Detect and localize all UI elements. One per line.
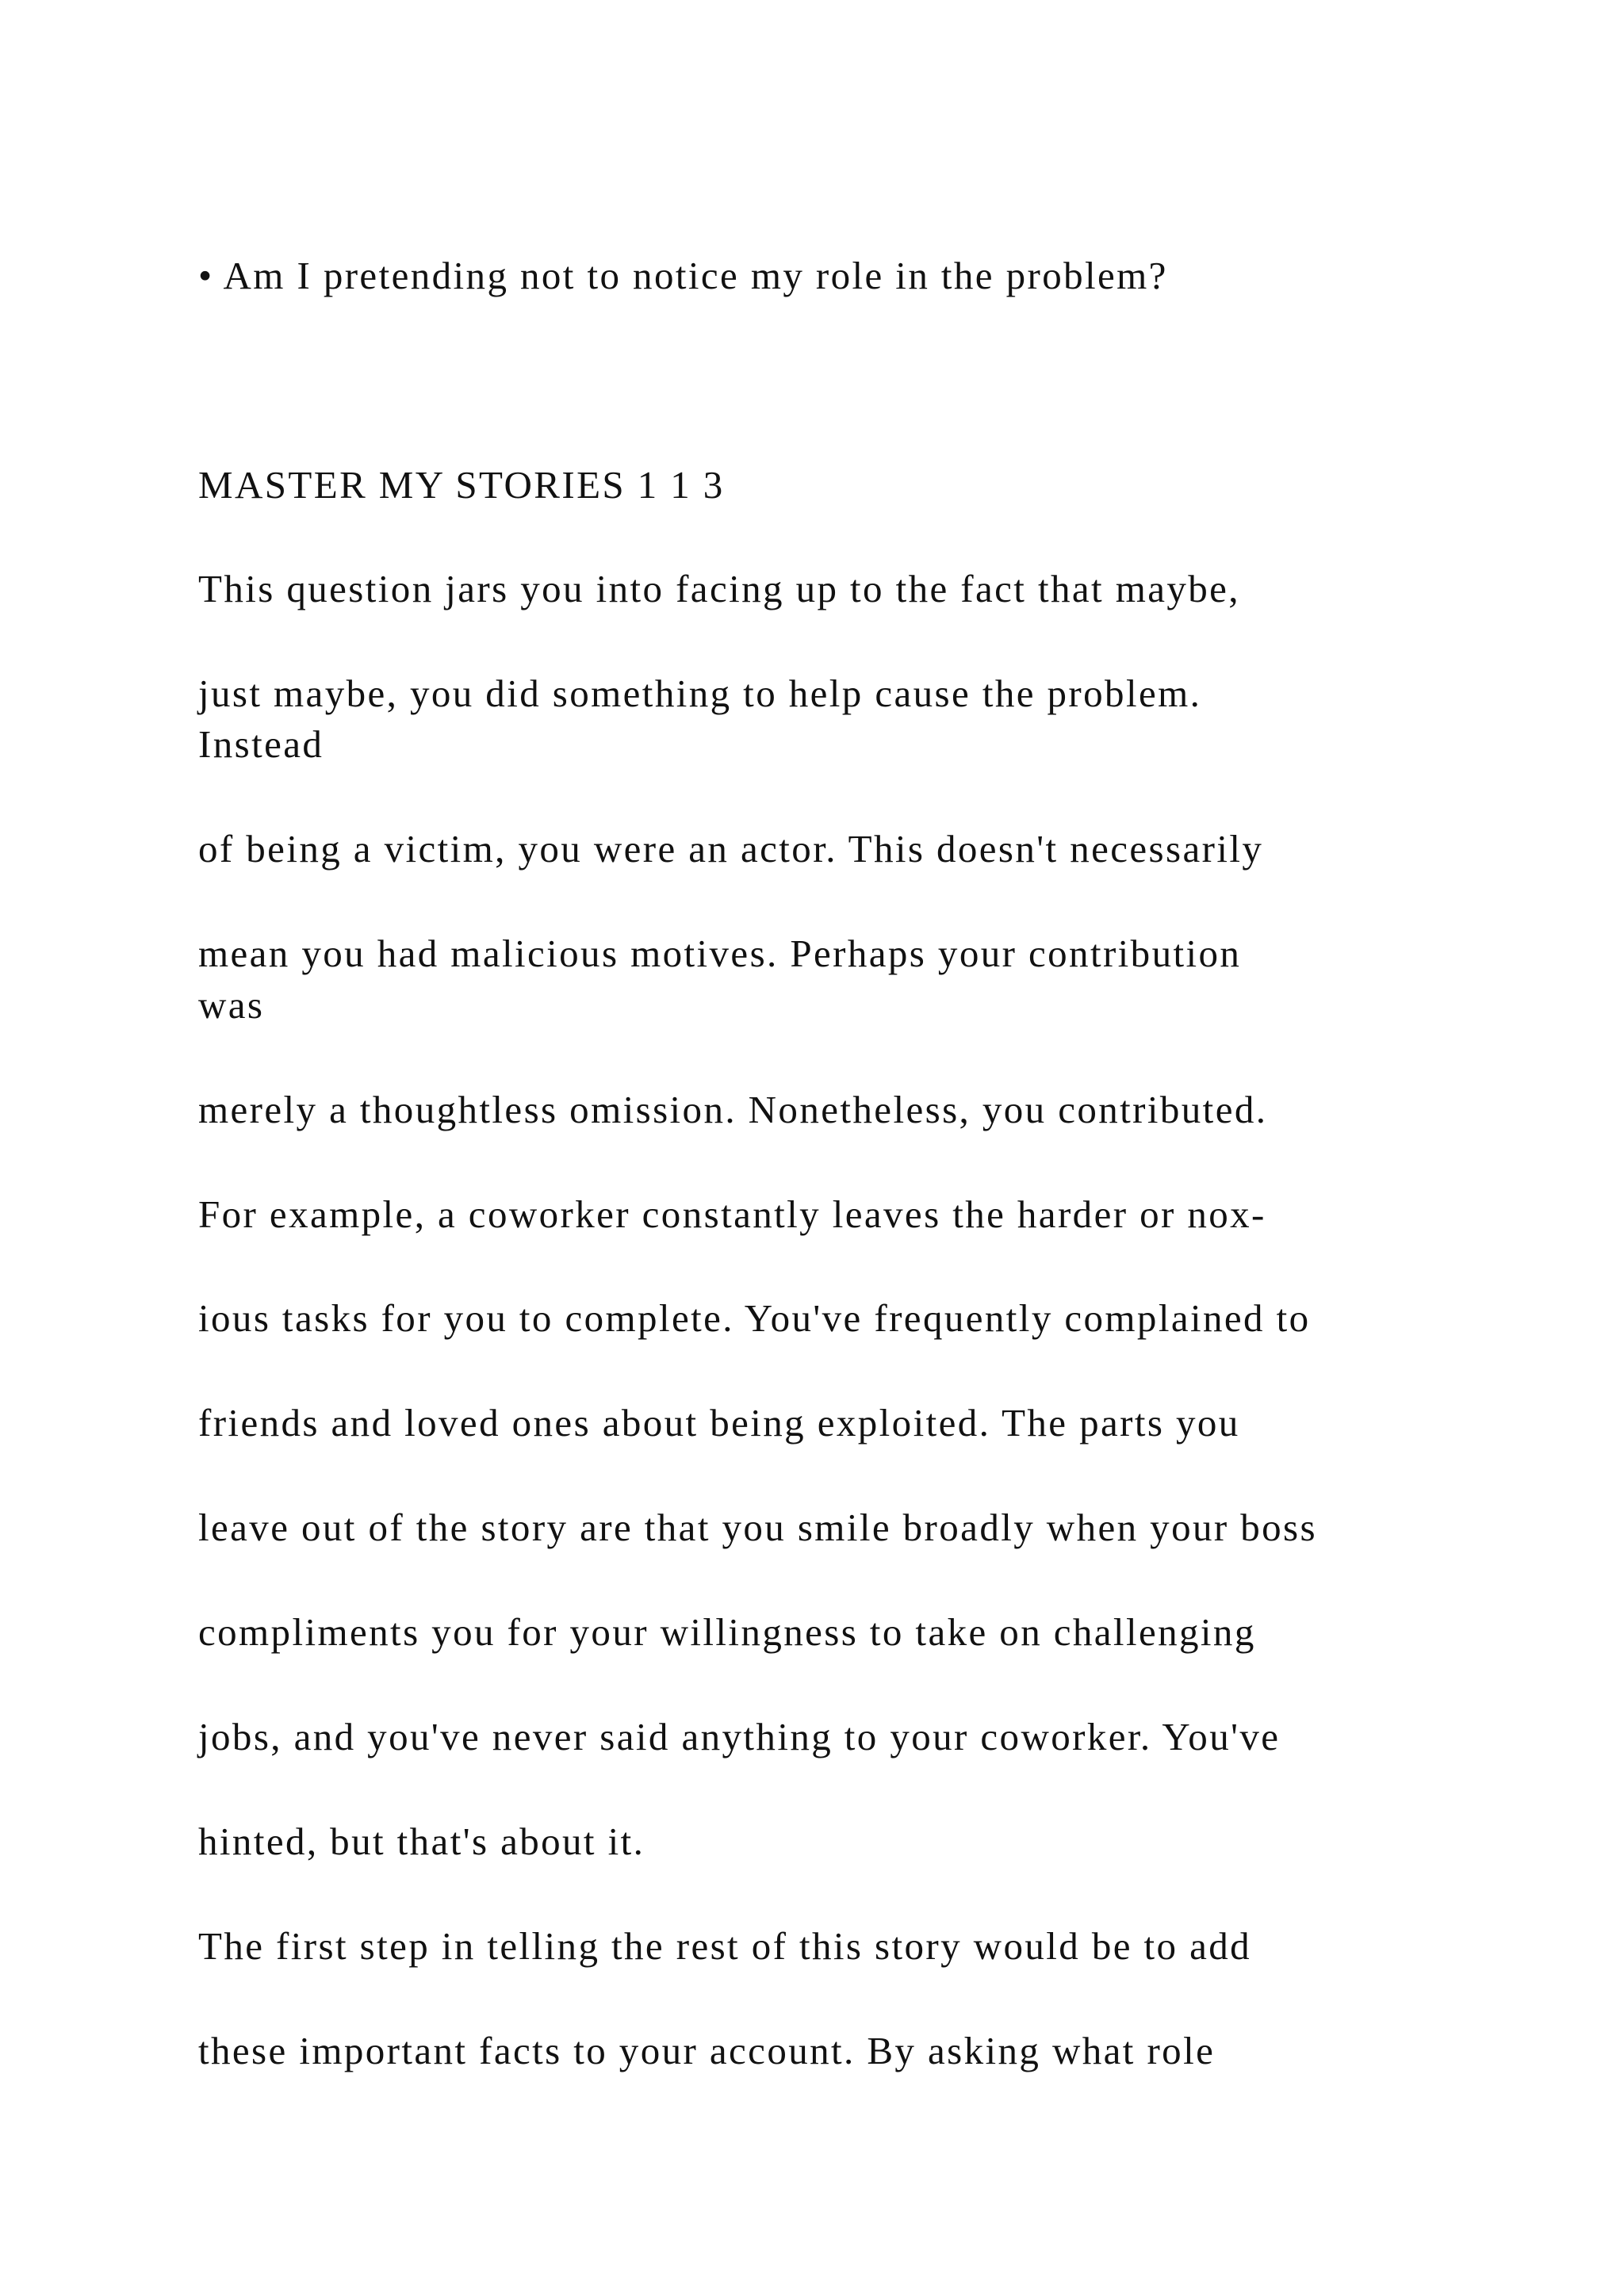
body-line: jobs, and you've never said anything to your coworker. You've <box>198 1715 1281 1758</box>
section-heading: MASTER MY STORIES 1 1 3 <box>198 463 725 507</box>
body-line: compliments you for your willingness to take on challenging <box>198 1610 1256 1654</box>
body-line: merely a thoughtless omission. Nonetheless, you contributed. <box>198 1088 1268 1131</box>
body-line: just maybe, you did something to help cause the problem. <box>198 672 1202 715</box>
body-line: friends and loved ones about being exploited. The parts you <box>198 1401 1240 1445</box>
body-line: For example, a coworker constantly leaves the harder or nox- <box>198 1192 1266 1236</box>
bullet-question: • Am I pretending not to notice my role in the problem? <box>198 254 1168 297</box>
body-line: Instead <box>198 722 324 766</box>
body-line: ious tasks for you to complete. You've frequently complained to <box>198 1296 1311 1340</box>
body-line: of being a victim, you were an actor. This doesn't necessarily <box>198 827 1264 871</box>
body-line: these important facts to your account. By asking what role <box>198 2029 1216 2072</box>
body-line: leave out of the story are that you smile broadly when your boss <box>198 1506 1317 1549</box>
body-line: This question jars you into facing up to the fact that maybe, <box>198 567 1240 610</box>
body-line: The first step in telling the rest of this story would be to add <box>198 1924 1252 1968</box>
body-line: was <box>198 983 265 1027</box>
body-line: hinted, but that's about it. <box>198 1820 645 1863</box>
body-line: mean you had malicious motives. Perhaps your contribution <box>198 932 1242 975</box>
